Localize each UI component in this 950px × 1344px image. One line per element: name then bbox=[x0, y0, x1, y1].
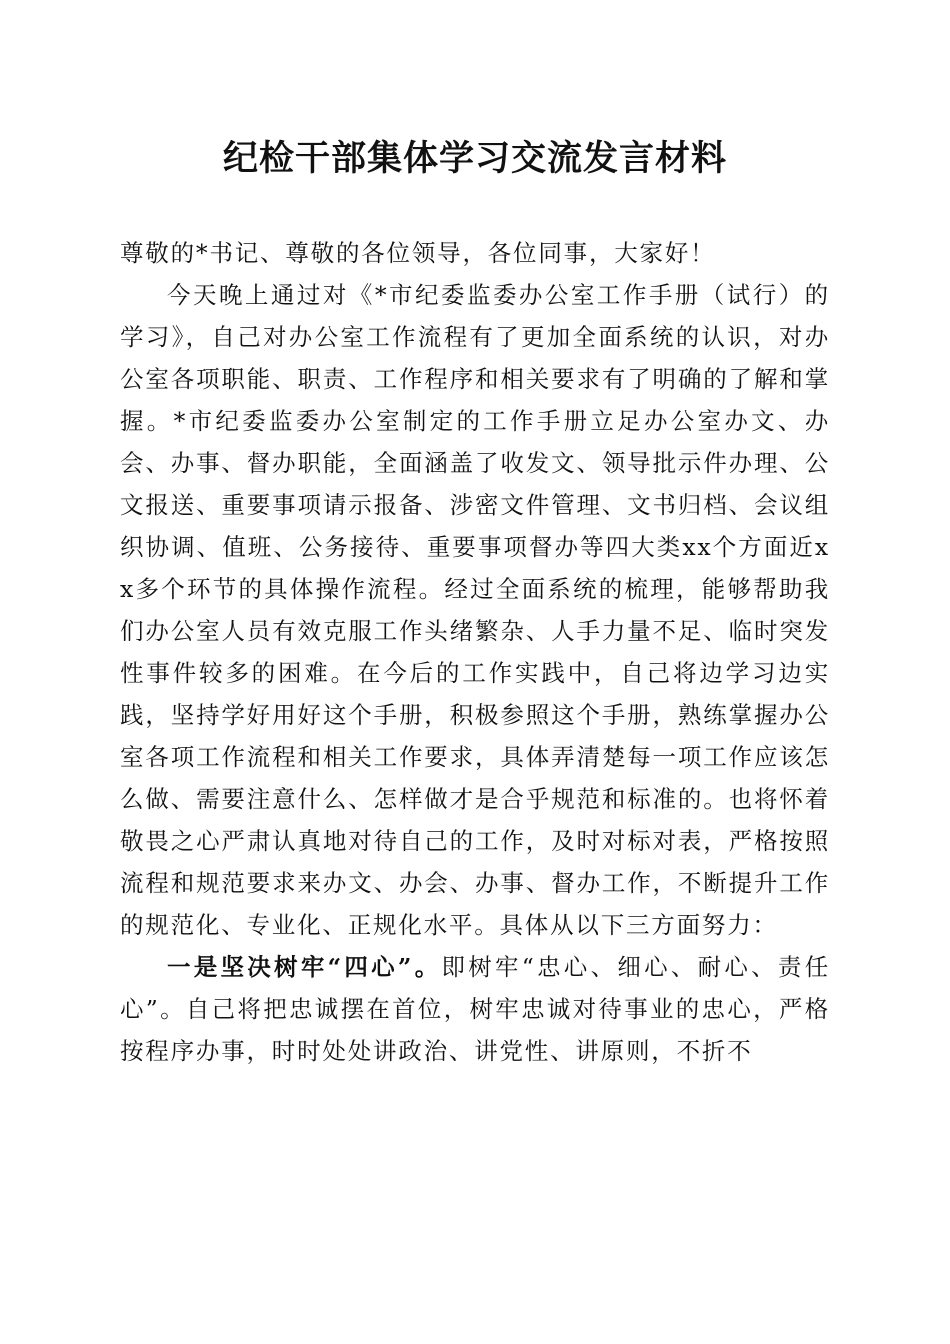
point-one-heading: 一是坚决树牢“四心”。 bbox=[167, 953, 442, 981]
document-title: 纪检干部集体学习交流发言材料 bbox=[222, 138, 727, 179]
paragraph-intro: 今天晚上通过对《*市纪委监委办公室工作手册（试行）的学习》，自己对办公室工作流程有了更加全面系统的认识，对办公室各项职能、职责、工作程序和相关要求有了明确的了解和掌握。*市纪委监委办公室制定的工作手册立足办公室办文、办会、办事、督办职能，全面涵盖了收发文、领导批示件办理、公文报送、重要事项请示报备、涉密文件管理、文书归档、会议组织协调、值班、公务接待、重要事项督办等四大类xx个方面近xx多个环节的具体操作流程。经过全面系统的梳理，能够帮助我们办公室人员有效克服工作头绪繁杂、人手力量不足、临时突发性事件较多的困难。在今后的工作实践中，自己将边学习边实践，坚持学好用好这个手册，积极参照这个手册，熟练掌握办公室各项工作流程和相关工作要求，具体弄清楚每一项工作应该怎么做、需要注意什么、怎样做才是合乎规范和标准的。也将怀着敬畏之心严肃认真地对待自己的工作，及时对标对表，严格按照流程和规范要求来办文、办会、办事、督办工作，不断提升工作的规范化、专业化、正规化水平。具体从以下三方面努力： bbox=[120, 281, 830, 939]
greeting-line: 尊敬的*书记、尊敬的各位领导，各位同事，大家好！ bbox=[120, 239, 716, 267]
document-body bbox=[120, 232, 830, 1072]
paragraph-point-one bbox=[120, 946, 830, 1072]
point-one-body: 即树牢“忠心、细心、耐心、责任心”。自己将把忠诚摆在首位，树牢忠诚对待事业的忠心，严格按程序办事，时时处处讲政治、讲党性、讲原则，不折不 bbox=[120, 953, 831, 1065]
